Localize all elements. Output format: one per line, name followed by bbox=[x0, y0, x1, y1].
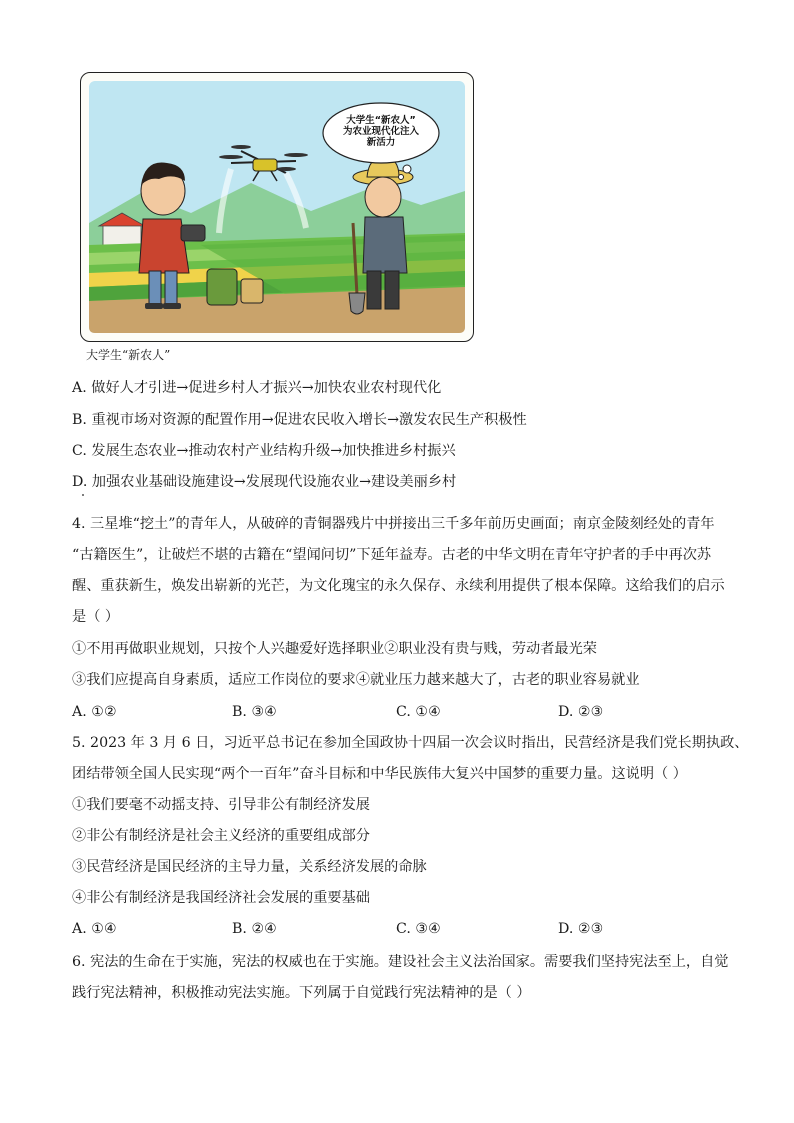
q4-option-d: D. ②③ bbox=[558, 704, 604, 720]
q4-stem-line: 是（ ） bbox=[72, 609, 120, 625]
q5-option-a: A. ①④ bbox=[72, 921, 117, 937]
q5-stem-line: 5. 2023 年 3 月 6 日，习近平总书记在参加全国政协十四届一次会议时指出，民营经济是我们党长期执政、 bbox=[72, 735, 749, 751]
q5-statement: ①我们要毫不动摇支持、引导非公有制经济发展 bbox=[72, 797, 370, 813]
q5-option-d: D. ②③ bbox=[558, 921, 604, 937]
q5-stem-line: 团结带领全国人民实现“两个一百年”奋斗目标和中华民族伟大复兴中国梦的重要力量。这说明（ ） bbox=[72, 766, 687, 782]
cartoon-illustration bbox=[81, 73, 473, 341]
q3-option-d: D. 加强农业基础设施建设→发展现代设施农业→建设美丽乡村 bbox=[72, 474, 457, 490]
cartoon-figure bbox=[80, 72, 474, 342]
q4-stem-line: “古籍医生”，让破烂不堪的古籍在“望闻问切”下延年益寿。古老的中华文明在青年守护者的手中再次苏 bbox=[72, 547, 712, 563]
q6-stem-line: 6. 宪法的生命在于实施，宪法的权威也在于实施。建设社会主义法治国家。需要我们坚持宪法至上，自觉 bbox=[72, 954, 729, 970]
q5-statement: ③民营经济是国民经济的主导力量，关系经济发展的命脉 bbox=[72, 859, 427, 875]
q4-option-c: C. ①④ bbox=[396, 704, 441, 720]
q3-option-c: C. 发展生态农业→推动农村产业结构升级→加快推进乡村振兴 bbox=[72, 443, 456, 459]
q5-statement: ②非公有制经济是社会主义经济的重要组成部分 bbox=[72, 828, 370, 844]
q5-option-b: B. ②④ bbox=[232, 921, 277, 937]
stray-dot bbox=[82, 494, 84, 496]
q4-statement: ①不用再做职业规划，只按个人兴趣爱好选择职业②职业没有贵与贱，劳动者最光荣 bbox=[72, 641, 597, 657]
bubble-line: 新活力 bbox=[366, 137, 396, 148]
q3-option-b: B. 重视市场对资源的配置作用→促进农民收入增长→激发农民生产积极性 bbox=[72, 412, 527, 428]
q4-stem-line: 4. 三星堆“挖土”的青年人，从破碎的青铜器残片中拼接出三千多年前历史画面；南京金陵刻经处的青年 bbox=[72, 516, 715, 532]
speech-bubble-text bbox=[331, 115, 431, 148]
q5-statement: ④非公有制经济是我国经济社会发展的重要基础 bbox=[72, 890, 370, 906]
bubble-line: 大学生“新农人” bbox=[346, 115, 416, 126]
bubble-line: 为农业现代化注入 bbox=[342, 126, 419, 137]
q3-option-a: A. 做好人才引进→促进乡村人才振兴→加快农业农村现代化 bbox=[72, 380, 442, 396]
figure-caption: 大学生“新农人” bbox=[86, 348, 171, 362]
q4-stem-line: 醒、重获新生，焕发出崭新的光芒，为文化瑰宝的永久保存、永续利用提供了根本保障。这给我们的启示 bbox=[72, 578, 725, 594]
q4-statement: ③我们应提高自身素质，适应工作岗位的要求④就业压力越来越大了，古老的职业容易就业 bbox=[72, 672, 640, 688]
q4-option-b: B. ③④ bbox=[232, 704, 277, 720]
q6-stem-line: 践行宪法精神，积极推动宪法实施。下列属于自觉践行宪法精神的是（ ） bbox=[72, 985, 531, 1001]
q5-option-c: C. ③④ bbox=[396, 921, 441, 937]
q4-option-a: A. ①② bbox=[72, 704, 117, 720]
